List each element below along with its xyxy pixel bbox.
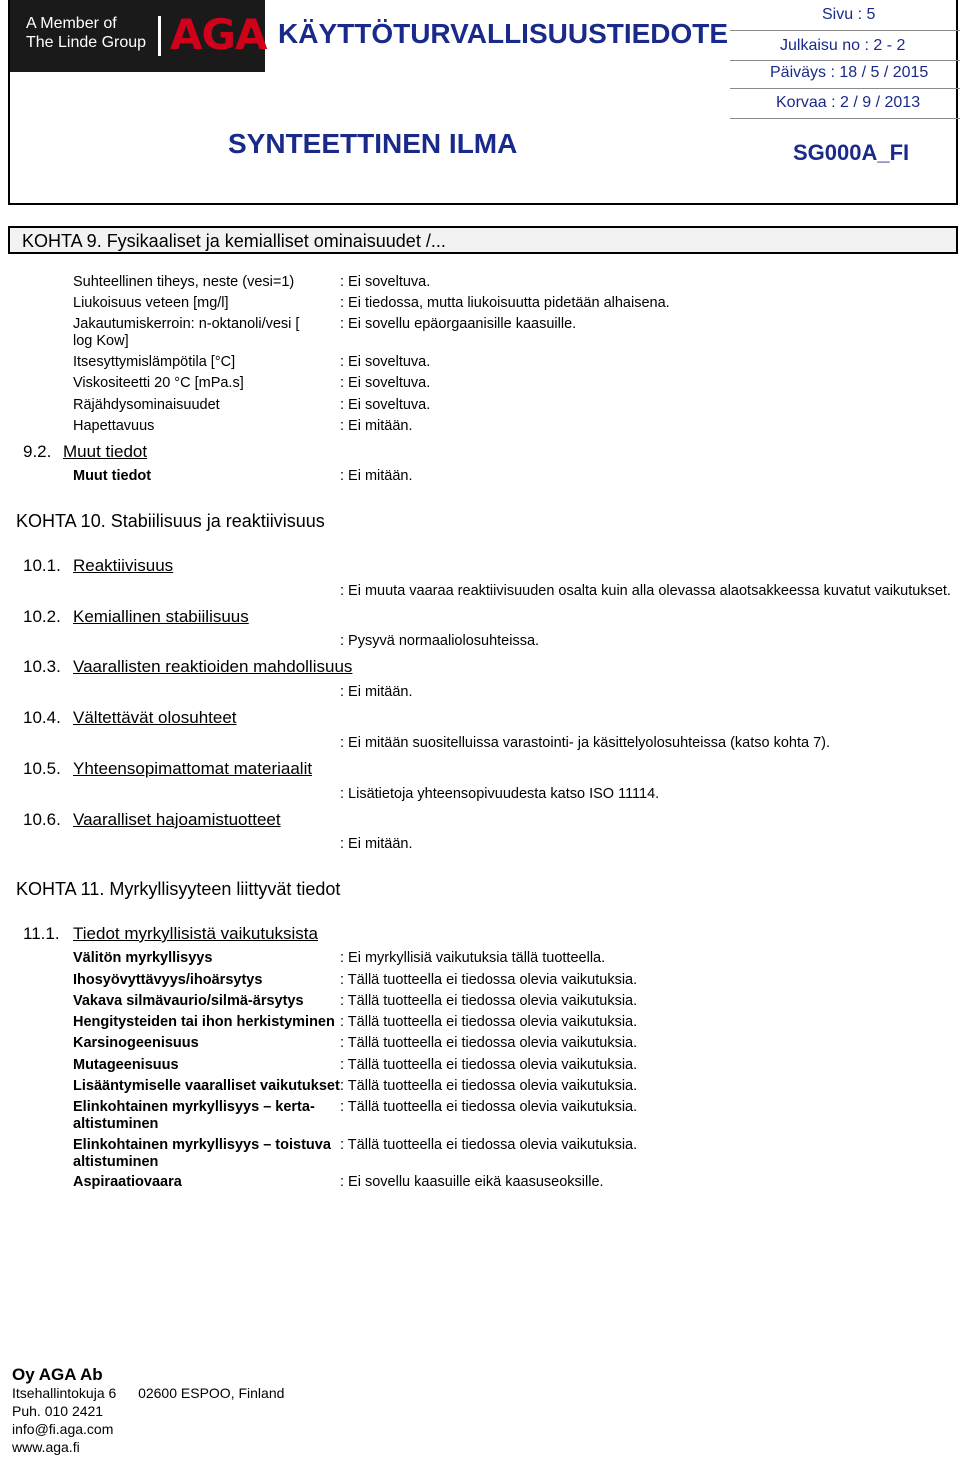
- toxicity-label: Vakava silmävaurio/silmä-ärsytys: [73, 993, 304, 1009]
- meta-divider: [730, 118, 960, 119]
- member-of-text: [26, 14, 146, 52]
- toxicity-value: : Tällä tuotteella ei tiedossa olevia vaikutuksia.: [340, 972, 638, 988]
- toxicity-value: : Tällä tuotteella ei tiedossa olevia vaikutuksia.: [340, 993, 638, 1009]
- property-label: Liukoisuus veteen [mg/l]: [73, 295, 229, 311]
- meta-divider: [730, 30, 960, 31]
- subsection-title: Tiedot myrkyllisistä vaikutuksista: [73, 924, 318, 943]
- aga-logo-icon: AGA: [170, 10, 267, 59]
- property-label-cont: log Kow]: [73, 333, 129, 349]
- toxicity-label: Elinkohtainen myrkyllisyys – kerta-: [73, 1099, 315, 1115]
- toxicity-value: : Tällä tuotteella ei tiedossa olevia vaikutuksia.: [340, 1137, 638, 1153]
- linde-aga-logo: [10, 0, 265, 72]
- toxicity-value: : Tällä tuotteella ei tiedossa olevia vaikutuksia.: [340, 1014, 638, 1030]
- edition-number: Julkaisu no : 2 - 2: [780, 37, 906, 54]
- subsection-title: Vaarallisten reaktioiden mahdollisuus: [73, 657, 353, 676]
- property-value: : Ei sovellu epäorgaanisille kaasuille.: [340, 316, 577, 332]
- section-11-title: KOHTA 11. Myrkyllisyyteen liittyvät tiedot: [16, 879, 341, 899]
- subsection-11-1-heading: [23, 924, 318, 944]
- toxicity-value: : Tällä tuotteella ei tiedossa olevia vaikutuksia.: [340, 1035, 638, 1051]
- toxicity-value: : Ei myrkyllisiä vaikutuksia tällä tuotteella.: [340, 950, 606, 966]
- member-line-2: The Linde Group: [26, 34, 147, 51]
- subsection-9-2-heading: [23, 442, 147, 462]
- section-9-title: KOHTA 9. Fysikaaliset ja kemialliset ominaisuudet /...: [8, 226, 958, 254]
- subsection-title: Yhteensopimattomat materiaalit: [73, 759, 313, 778]
- subsection-value: : Ei muuta vaaraa reaktiivisuuden osalta kuin alla olevassa alaotsakkeessa kuvatut vaikutukset.: [340, 583, 951, 599]
- page-number: Sivu : 5: [822, 6, 876, 23]
- toxicity-value: : Tällä tuotteella ei tiedossa olevia vaikutuksia.: [340, 1078, 638, 1094]
- toxicity-value: : Tällä tuotteella ei tiedossa olevia vaikutuksia.: [340, 1057, 638, 1073]
- toxicity-label: Lisääntymiselle vaaralliset vaikutukset: [73, 1078, 340, 1094]
- subsection-heading: [23, 556, 173, 576]
- subsection-number: 10.5.: [23, 759, 61, 778]
- subsection-title: Muut tiedot: [63, 442, 148, 461]
- property-value: : Ei soveltuva.: [340, 397, 431, 413]
- subsection-number: 10.3.: [23, 657, 61, 676]
- phone-number: Puh. 010 2421: [12, 1403, 104, 1419]
- subsection-number: 11.1.: [23, 924, 60, 943]
- property-label: Itsesyttymislämpötila [°C]: [73, 354, 236, 370]
- subsection-heading: [23, 708, 237, 728]
- subsection-value: : Ei mitään.: [340, 684, 413, 700]
- property-label: Hapettavuus: [73, 418, 155, 434]
- city-address: 02600 ESPOO, Finland: [138, 1385, 285, 1401]
- company-footer: [12, 1366, 284, 1456]
- subsection-value: : Ei mitään suositelluissa varastointi- ja käsittelyolosuhteissa (katso kohta 7).: [340, 735, 830, 751]
- website-link[interactable]: www.aga.fi: [12, 1439, 80, 1455]
- property-value: : Ei mitään.: [340, 418, 413, 434]
- product-name: SYNTEETTINEN ILMA: [228, 128, 518, 159]
- property-value: : Ei soveltuva.: [340, 375, 431, 391]
- other-info-label: Muut tiedot: [73, 468, 152, 484]
- property-label: Jakautumiskerroin: n-oktanoli/vesi [: [73, 316, 300, 332]
- section-10-title: KOHTA 10. Stabiilisuus ja reaktiivisuus: [16, 511, 325, 531]
- member-line-1: A Member of: [26, 15, 117, 32]
- subsection-heading: [23, 657, 352, 677]
- subsection-heading: [23, 607, 249, 627]
- toxicity-label: Aspiraatiovaara: [73, 1174, 182, 1190]
- subsection-title: Kemiallinen stabiilisuus: [73, 607, 249, 626]
- email-address[interactable]: info@fi.aga.com: [12, 1421, 114, 1437]
- other-info-value: : Ei mitään.: [340, 468, 413, 484]
- property-label: Viskositeetti 20 °C [mPa.s]: [73, 375, 244, 391]
- toxicity-label: Välitön myrkyllisyys: [73, 950, 213, 966]
- document-code: SG000A_FI: [793, 140, 910, 165]
- subsection-title: Vältettävät olosuhteet: [73, 708, 237, 727]
- property-value: : Ei soveltuva.: [340, 354, 431, 370]
- property-label: Suhteellinen tiheys, neste (vesi=1): [73, 274, 295, 290]
- document-title: KÄYTTÖTURVALLISUUSTIEDOTE: [278, 18, 729, 49]
- subsection-value: : Lisätietoja yhteensopivuudesta katso ISO 11114.: [340, 786, 660, 802]
- subsection-heading: [23, 759, 312, 779]
- toxicity-label: Karsinogeenisuus: [73, 1035, 199, 1051]
- property-label: Räjähdysominaisuudet: [73, 397, 220, 413]
- subsection-value: : Pysyvä normaaliolosuhteissa.: [340, 633, 540, 649]
- toxicity-value: : Ei sovellu kaasuille eikä kaasuseoksille.: [340, 1174, 604, 1190]
- revision-date: Päiväys : 18 / 5 / 2015: [770, 64, 929, 81]
- subsection-number: 9.2.: [23, 442, 52, 461]
- subsection-number: 10.2.: [23, 607, 61, 626]
- toxicity-value: : Tällä tuotteella ei tiedossa olevia vaikutuksia.: [340, 1099, 638, 1115]
- logo-separator: [158, 16, 161, 56]
- address-line: [12, 1384, 284, 1402]
- subsection-heading: [23, 810, 281, 830]
- property-value: : Ei soveltuva.: [340, 274, 431, 290]
- document-header: [8, 0, 958, 205]
- meta-divider: [730, 60, 960, 61]
- meta-divider: [730, 88, 960, 89]
- toxicity-label: Hengitysteiden tai ihon herkistyminen: [73, 1014, 335, 1030]
- subsection-value: : Ei mitään.: [340, 836, 413, 852]
- property-value: : Ei tiedossa, mutta liukoisuutta pidetään alhaisena.: [340, 295, 670, 311]
- subsection-title: Vaaralliset hajoamistuotteet: [73, 810, 281, 829]
- toxicity-label: Elinkohtainen myrkyllisyys – toistuva: [73, 1137, 331, 1153]
- toxicity-label: Ihosyövyttävyys/ihoärsytys: [73, 972, 263, 988]
- toxicity-label-cont: altistuminen: [73, 1154, 159, 1170]
- subsection-number: 10.6.: [23, 810, 61, 829]
- toxicity-label: Mutageenisuus: [73, 1057, 179, 1073]
- subsection-number: 10.1.: [23, 556, 61, 575]
- toxicity-label-cont: altistuminen: [73, 1116, 159, 1132]
- street-address: Itsehallintokuja 6: [12, 1385, 117, 1401]
- replaces-date: Korvaa : 2 / 9 / 2013: [776, 94, 921, 111]
- subsection-title: Reaktiivisuus: [73, 556, 174, 575]
- subsection-number: 10.4.: [23, 708, 61, 727]
- company-name: Oy AGA Ab: [12, 1365, 103, 1384]
